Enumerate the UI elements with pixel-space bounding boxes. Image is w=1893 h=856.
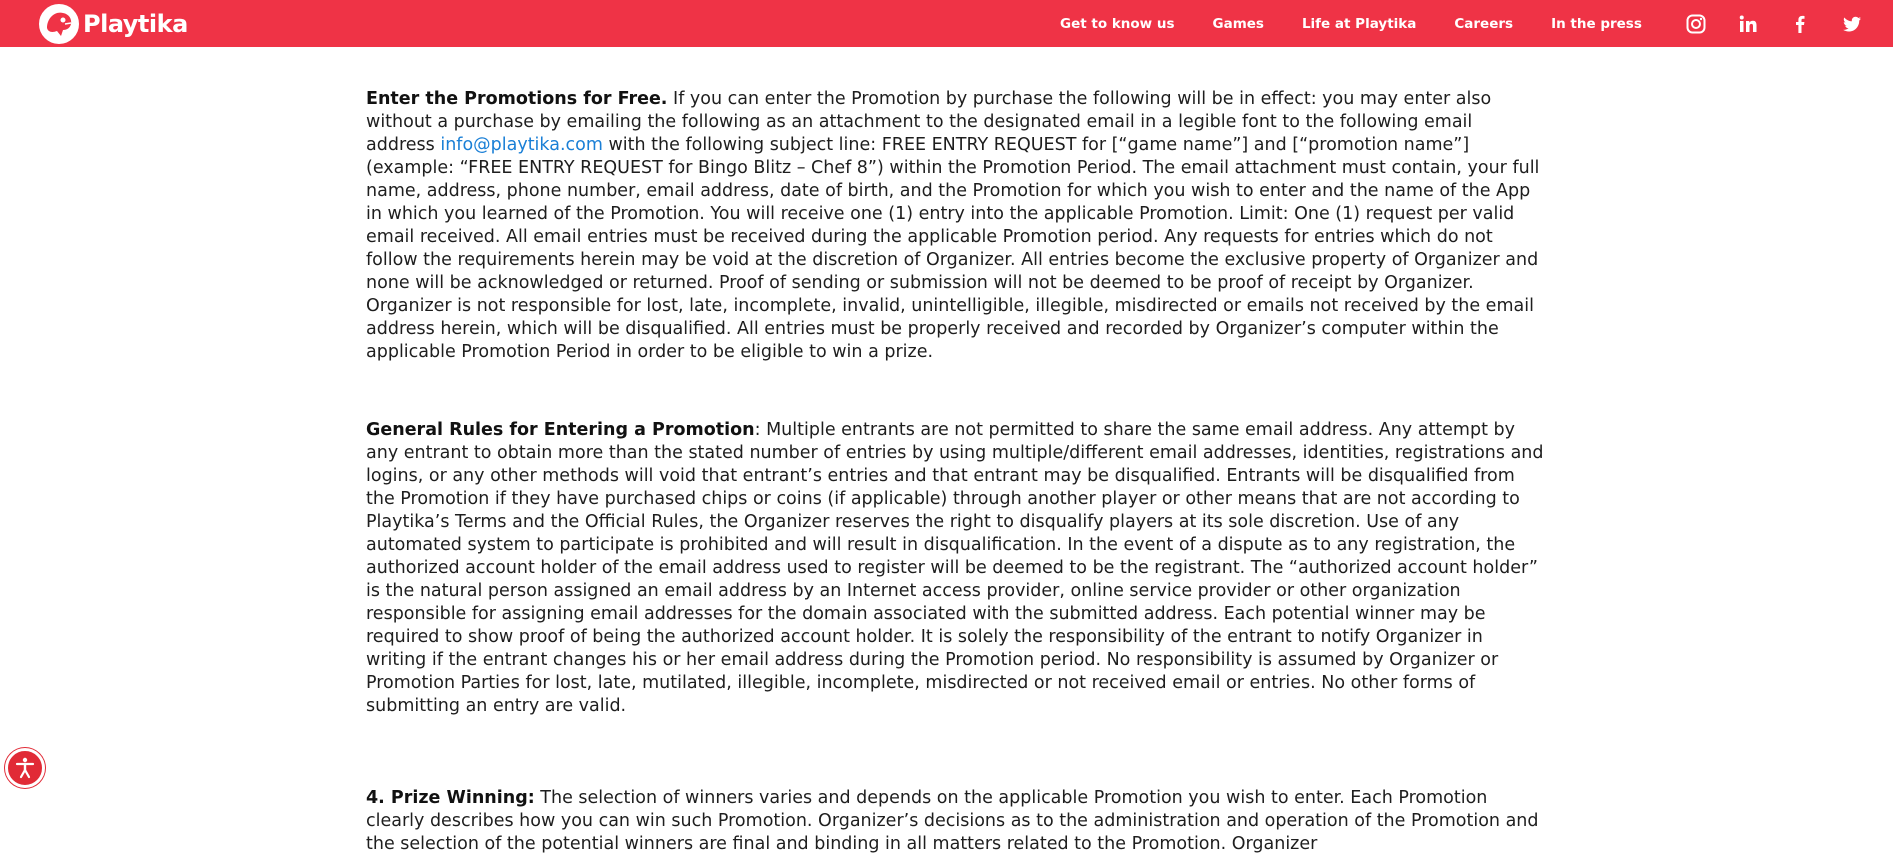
nav-get-to-know-us[interactable]: Get to know us (1060, 15, 1175, 32)
free-entry-heading: Enter the Promotions for Free. (366, 89, 668, 109)
nav-careers[interactable]: Careers (1454, 15, 1514, 32)
free-entry-text-part2: with the following subject line: FREE ENTRY REQUEST for [“game name”] and [“promotion name”] (example: “FREE ENTRY REQUEST for Bingo Blitz – Chef 8”) within the Promotion Period. The email attachment must contain, your full name, address, phone number, email address, date of birth, and the Promotion for which you wish to enter and the name of the App in which you learned of the Promotion. You will receive one (1) entry into the applicable Promotion. Limit: One (1) request per valid email received. All email entries must be received during the applicable Promotion period. Any requests for entries which do not follow the requirements herein may be void at the discretion of Organizer. All entries become the exclusive property of Organizer and none will be acknowledged or returned. Proof of sending or submission will not be deemed to be proof of receipt by Organizer. Organizer is not responsible for lost, late, incomplete, invalid, unintelligible, illegible, misdirected or emails not received by the email address herein, which will be disqualified. All entries must be properly received and recorded by Organizer’s computer within the applicable Promotion Period in order to be eligible to win a prize. (366, 135, 1540, 362)
rules-content (366, 88, 1546, 856)
twitter-icon[interactable] (1840, 12, 1864, 36)
playtika-logo[interactable] (39, 3, 188, 45)
general-rules-paragraph (366, 419, 1546, 718)
nav-games[interactable]: Games (1212, 15, 1264, 32)
main-nav (1060, 0, 1680, 47)
prize-winning-text: The selection of winners varies and depends on the applicable Promotion you wish to enter. Each Promotion clearly describes how you can win such Promotion. Organizer’s decisions as to the administration and operation of the Promotion and the selection of the potential winners are final and binding in all matters related to the Promotion. Organizer (366, 788, 1539, 854)
facebook-icon[interactable] (1788, 12, 1812, 36)
email-link[interactable]: info@playtika.com (440, 135, 603, 155)
free-entry-text-part1: If you can enter the Promotion by purchase the following will be in effect: you may enter also without a purchase by emailing the following as an attachment to the designated email in a legible font to the following email address (366, 89, 1492, 155)
general-rules-heading: General Rules for Entering a Promotion (366, 420, 755, 440)
free-entry-paragraph (366, 88, 1546, 364)
social-links (1684, 0, 1892, 47)
accessibility-icon (13, 756, 37, 780)
playtika-logo-icon (39, 4, 79, 44)
prize-winning-heading: 4. Prize Winning: (366, 788, 535, 808)
site-header (0, 0, 1893, 47)
prize-winning-paragraph (366, 787, 1546, 856)
nav-life-at-playtika[interactable]: Life at Playtika (1301, 15, 1417, 32)
linkedin-icon[interactable] (1736, 12, 1760, 36)
accessibility-button[interactable] (5, 748, 45, 788)
nav-in-the-press[interactable]: In the press (1551, 15, 1642, 32)
general-rules-text: : Multiple entrants are not permitted to share the same email address. Any attempt by any entrant to obtain more than the stated number of entries by using multiple/different email addresses, identities, registrations and logins, or any other methods will void that entrant’s entries and that entrant may be disqualified. Entrants will be disqualified from the Promotion if they have purchased chips or coins (if applicable) through another player or other means that are not according to Playtika’s Terms and the Official Rules, the Organizer reserves the right to disqualify players at its sole discretion. Use of any automated system to participate is prohibited and will result in disqualification. In the event of a dispute as to any registration, the authorized account holder of the email address used to register will be deemed to be the registrant. The “authorized account holder” is the natural person assigned an email address by an Internet access provider, online service provider or other organization responsible for assigning email addresses for the domain associated with the submitted address. Each potential winner may be required to show proof of being the authorized account holder. It is solely the responsibility of the entrant to notify Organizer in writing if the entrant changes his or her email address during the Promotion period. No responsibility is assumed by Organizer or Promotion Parties for lost, late, mutilated, illegible, incomplete, misdirected or not received email or entries. No other forms of submitting an entry are valid. (366, 420, 1544, 716)
instagram-icon[interactable] (1684, 12, 1708, 36)
brand-name: Playtika (83, 10, 188, 38)
